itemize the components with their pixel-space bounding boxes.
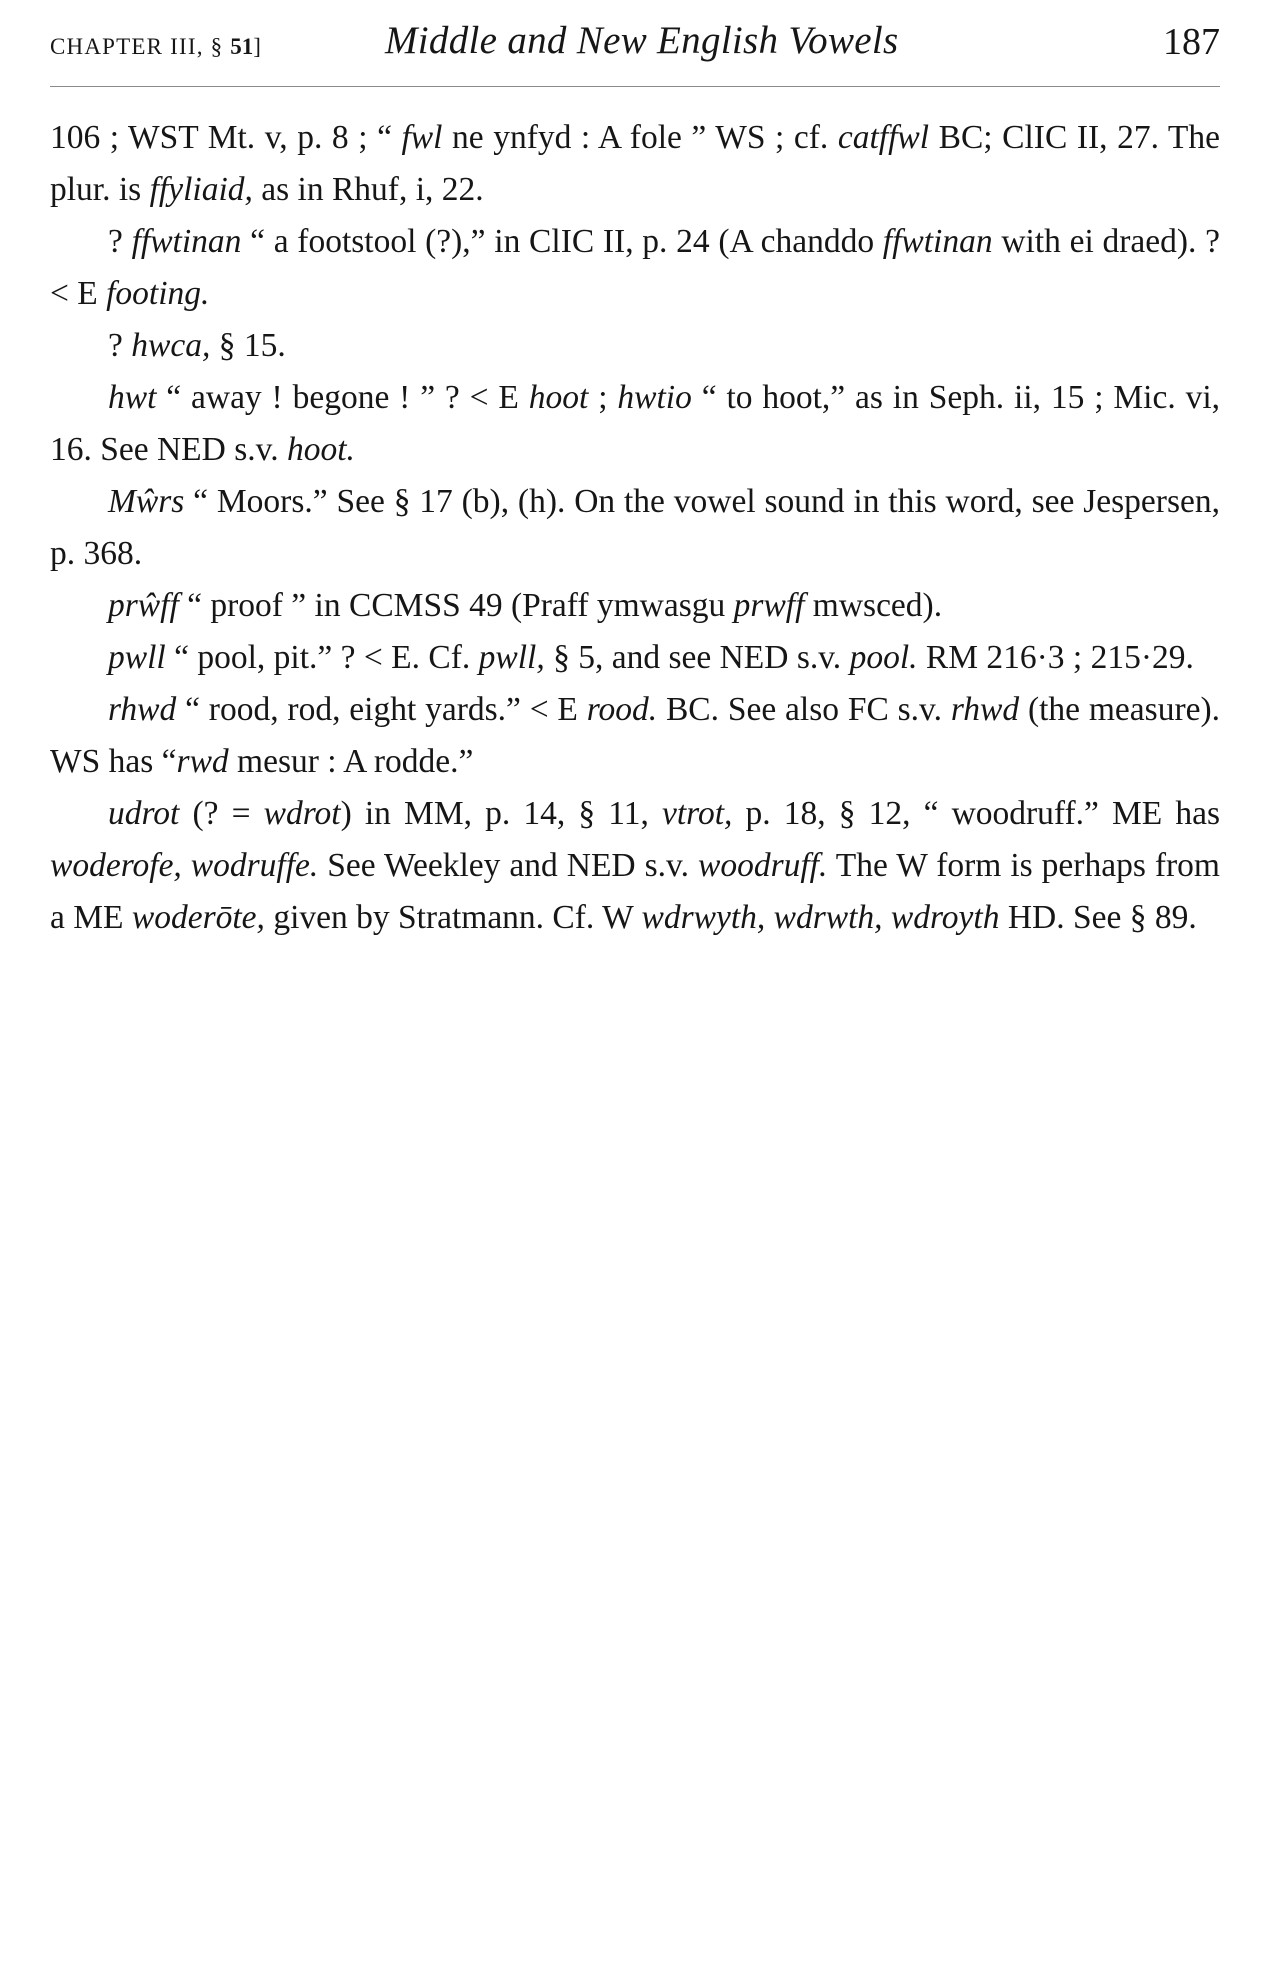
entry-paragraph bbox=[50, 684, 1220, 788]
italic-term: woodruff. bbox=[697, 847, 828, 884]
italic-term: hwca, bbox=[131, 327, 211, 364]
text-run: as in Rhuf, i, 22. bbox=[252, 171, 484, 208]
entry-paragraph bbox=[50, 216, 1220, 320]
italic-term: footing. bbox=[106, 275, 210, 312]
italic-term: rood. bbox=[586, 691, 658, 728]
text-run: “ Moors.” See § 17 (b), (h). On the vowel sound in this word, see Jespersen, p. 368. bbox=[50, 483, 1220, 572]
text-run: ne ynfyd : A fole ” WS ; cf. bbox=[442, 119, 838, 156]
text-run: p. 18, § 12, “ woodruff.” ME has bbox=[732, 795, 1221, 832]
italic-term: hoot. bbox=[286, 431, 355, 468]
text-run: § 5, and see NED s.v. bbox=[544, 639, 850, 676]
text-run: mwsced). bbox=[804, 587, 943, 624]
italic-term: wdrot bbox=[263, 795, 341, 832]
text-run: “ rood, rod, eight yards.” < E bbox=[176, 691, 587, 728]
italic-term: hwtio bbox=[617, 379, 692, 416]
text-run: ) in MM, p. 14, § 11, bbox=[340, 795, 662, 832]
text-run: (? = bbox=[179, 795, 264, 832]
entry-paragraph bbox=[50, 112, 1220, 216]
text-run: “ pool, pit.” ? < E. Cf. bbox=[165, 639, 479, 676]
text-run: BC. See also FC s.v. bbox=[657, 691, 951, 728]
italic-term: pwll bbox=[108, 639, 166, 676]
text-run: § 15. bbox=[210, 327, 286, 364]
italic-term: hoot bbox=[528, 379, 589, 416]
text-run: See Weekley and NED s.v. bbox=[318, 847, 698, 884]
italic-term: hwt bbox=[108, 379, 157, 416]
text-run: “ a footstool (?),” in ClIC II, p. 24 (A chanddo bbox=[241, 223, 883, 260]
italic-term: rhwd bbox=[108, 691, 177, 728]
italic-term: fwl bbox=[401, 119, 443, 156]
text-run: 106 ; WST Mt. v, p. 8 ; “ bbox=[50, 119, 402, 156]
italic-term: ffwtinan bbox=[131, 223, 242, 260]
italic-term: catffwl bbox=[837, 119, 930, 156]
italic-term: ffwtinan bbox=[882, 223, 993, 260]
entry-paragraph bbox=[50, 320, 1220, 372]
italic-term: pwll, bbox=[478, 639, 545, 676]
section-number: 51 bbox=[230, 34, 254, 59]
section-bracket: ] bbox=[253, 34, 263, 59]
text-run: “ proof ” in CCMSS 49 (Praff ymwasgu bbox=[178, 587, 734, 624]
italic-term: pool. bbox=[849, 639, 918, 676]
text-run: RM 216·3 ; 215·29. bbox=[917, 639, 1194, 676]
entry-paragraph bbox=[50, 580, 1220, 632]
page-number: 187 bbox=[1163, 21, 1220, 63]
text-run: ? bbox=[108, 223, 132, 260]
italic-term: prwff bbox=[733, 587, 805, 624]
italic-term: woderofe, wodruffe. bbox=[50, 847, 319, 884]
text-run: with ei draed). ? < E bbox=[50, 223, 1220, 312]
text-run: ? bbox=[108, 327, 132, 364]
chapter-reference bbox=[50, 34, 262, 60]
italic-term: vtrot, bbox=[661, 795, 733, 832]
text-run: HD. See § 89. bbox=[999, 899, 1197, 936]
italic-term: rwd bbox=[176, 743, 229, 780]
text-run: “ to hoot,” as in Seph. ii, 15 ; Mic. vi, 16. See NED s.v. bbox=[50, 379, 1220, 468]
text-run: “ away ! begone ! ” ? < E bbox=[156, 379, 529, 416]
text-run: ; bbox=[588, 379, 618, 416]
chapter-label: CHAPTER III, § bbox=[50, 34, 231, 59]
text-run: BC; ClIC II, 27. The plur. is bbox=[50, 119, 1221, 208]
text-run: The W form is perhaps from a ME bbox=[50, 847, 1220, 936]
page-title: Middle and New English Vowels bbox=[385, 19, 899, 62]
italic-term: wdrwyth, wdrwth, wdroyth bbox=[641, 899, 1000, 936]
running-head bbox=[50, 18, 1220, 68]
italic-term: prŵff bbox=[108, 587, 179, 624]
entry-paragraph bbox=[50, 788, 1220, 944]
italic-term: Mŵrs bbox=[108, 483, 185, 520]
italic-term: woderōte, bbox=[131, 899, 265, 936]
text-run: (the measure). WS has “ bbox=[50, 691, 1220, 780]
italic-term: ffyliaid, bbox=[149, 171, 253, 208]
entry-paragraph bbox=[50, 372, 1220, 476]
italic-term: rhwd bbox=[950, 691, 1020, 728]
text-run: mesur : A rodde.” bbox=[228, 743, 474, 780]
entry-paragraph bbox=[50, 476, 1220, 580]
italic-term: udrot bbox=[108, 795, 180, 832]
entry-paragraph bbox=[50, 632, 1220, 684]
header-rule bbox=[50, 86, 1220, 87]
body-text bbox=[50, 112, 1220, 944]
text-run: given by Stratmann. Cf. W bbox=[264, 899, 642, 936]
